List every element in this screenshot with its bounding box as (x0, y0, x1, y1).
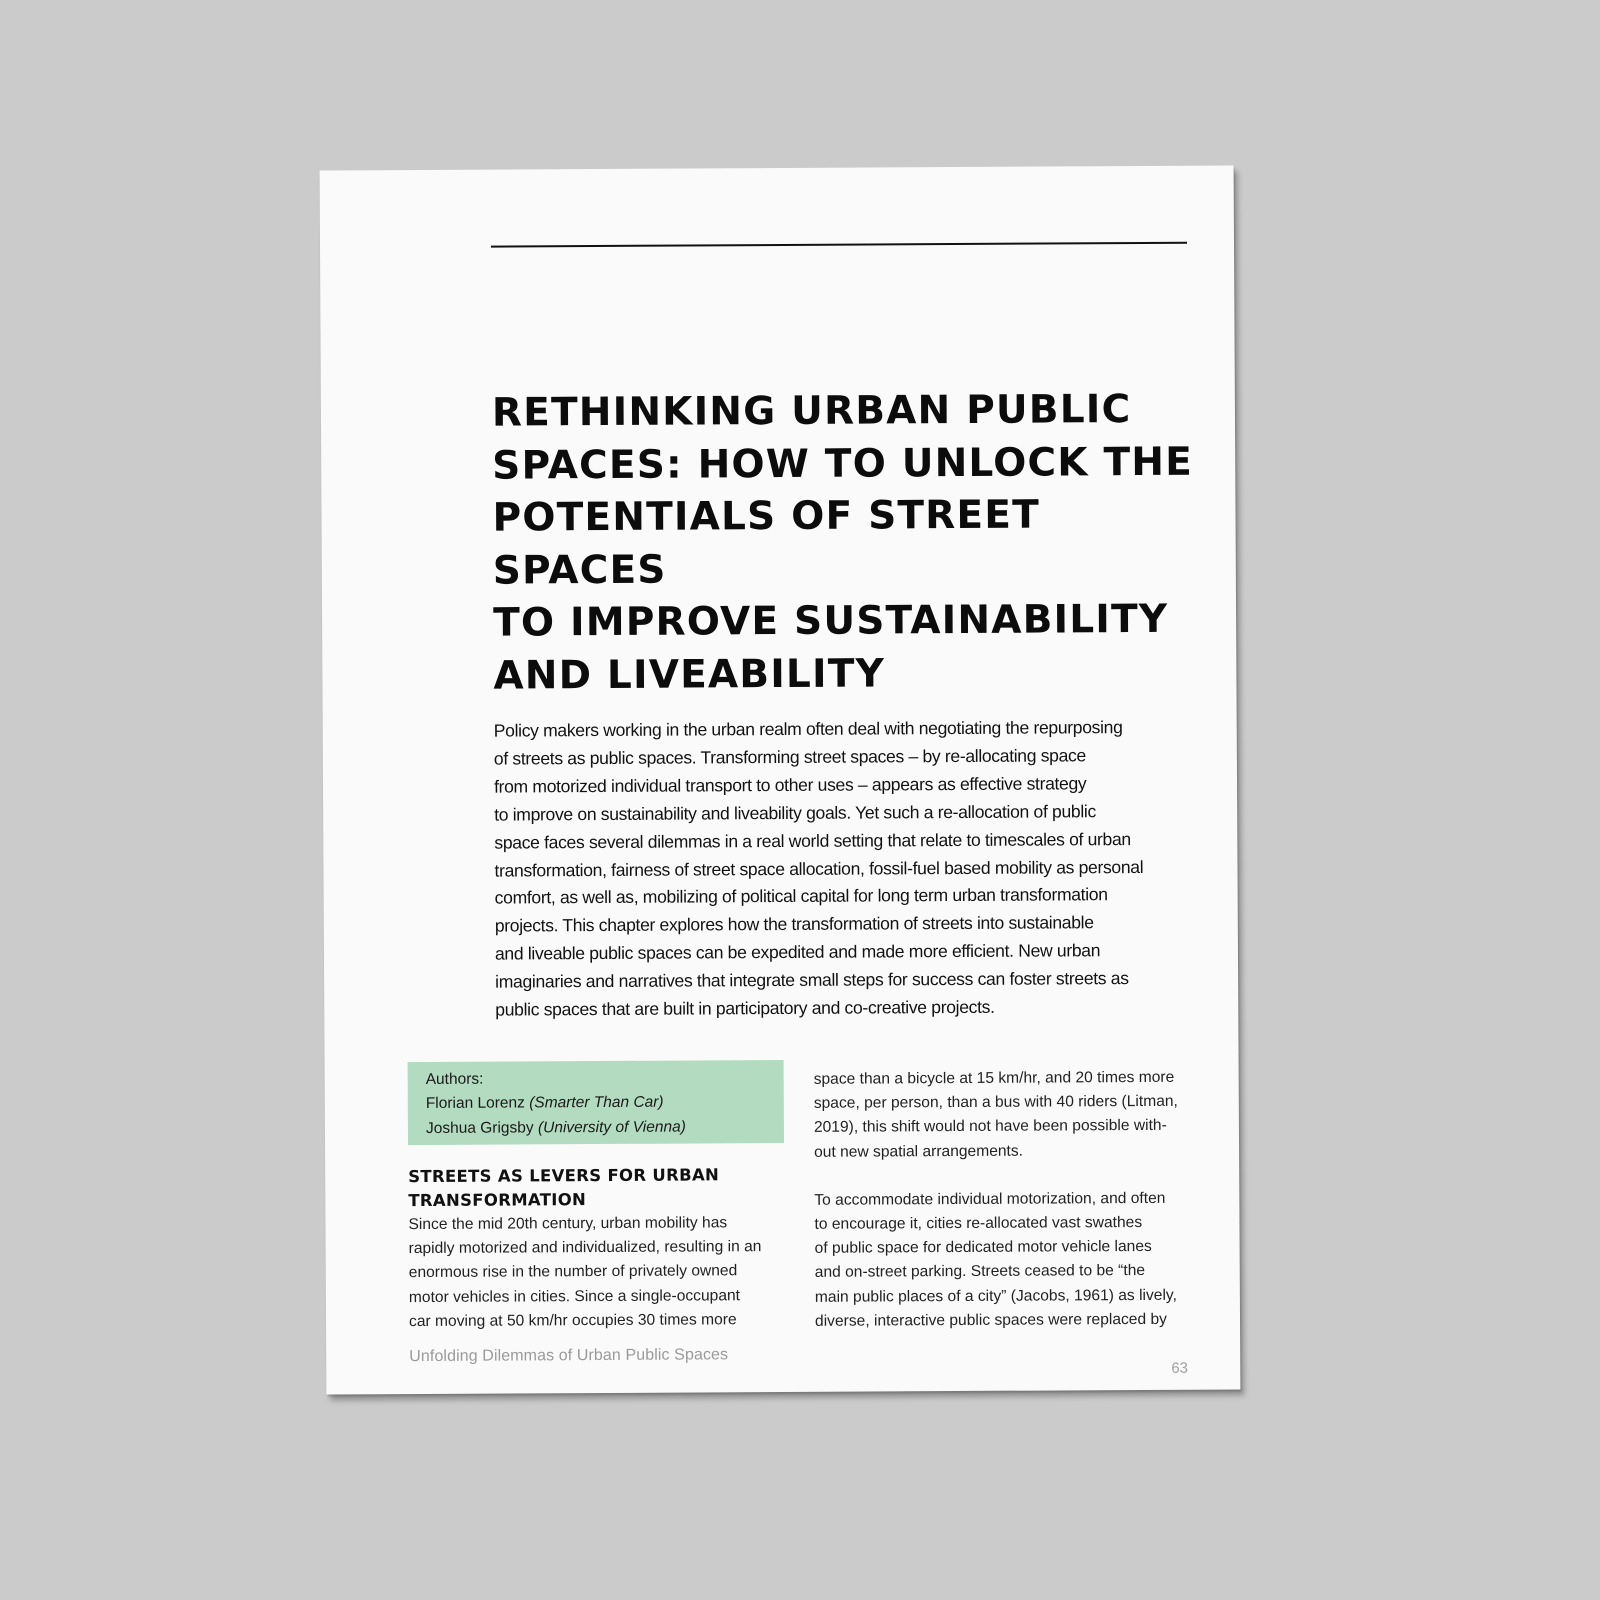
title-line: SPACES: HOW TO UNLOCK THE (492, 439, 1194, 489)
body-line: main public places of a city” (Jacobs, 1961) as lively, (814, 1286, 1177, 1306)
paragraph-gap (814, 1162, 1204, 1188)
chapter-title (492, 384, 1214, 703)
body-line: space, per person, than a bus with 40 riders (Litman, (813, 1092, 1178, 1113)
author-entry (426, 1090, 784, 1116)
document-page (320, 165, 1241, 1394)
abstract-paragraph (494, 714, 1216, 1025)
author-name: Florian Lorenz (425, 1094, 525, 1113)
abstract-line: space faces several dilemmas in a real world setting that relate to timescales of urban (494, 828, 1131, 853)
body-line: to encourage it, cities re-allocated vast swathes (814, 1214, 1143, 1233)
body-line: To accommodate individual motorization, and often (814, 1189, 1166, 1209)
body-line: motor vehicles in cities. Since a single-occupant (408, 1286, 741, 1306)
abstract-line: transformation, fairness of street space allocation, fossil-fuel based mobility as personal (494, 856, 1144, 881)
body-paragraph (408, 1211, 789, 1334)
author-affiliation: (University of Vienna) (537, 1118, 686, 1136)
body-paragraph (814, 1186, 1205, 1333)
abstract-line: comfort, as well as, mobilizing of political capital for long term urban transformation (494, 884, 1108, 909)
abstract-line: Policy makers working in the urban realm often deal with negotiating the repurposing (493, 717, 1123, 741)
section-heading (408, 1163, 788, 1213)
title-line: POTENTIALS OF STREET SPACES (492, 492, 1041, 594)
author-name: Joshua Grigsby (425, 1118, 534, 1137)
authors-label: Authors: (425, 1070, 484, 1088)
title-line: RETHINKING URBAN PUBLIC (491, 387, 1132, 436)
body-line: and on-street parking. Streets ceased to be “the (814, 1262, 1146, 1282)
heading-line: STREETS AS LEVERS FOR URBAN (408, 1165, 720, 1187)
abstract-line: of streets as public spaces. Transforming street spaces – by re-allocating space (493, 745, 1086, 769)
body-line: diverse, interactive public spaces were replaced by (814, 1310, 1167, 1330)
author-affiliation: (Smarter Than Car) (529, 1093, 664, 1112)
running-footer-title: Unfolding Dilemmas of Urban Public Spaces (409, 1346, 729, 1366)
body-line: space than a bicycle at 15 km/hr, and 20 times more (813, 1068, 1175, 1088)
abstract-line: public spaces that are built in participatory and co-creative projects. (495, 996, 995, 1020)
body-line: 2019), this shift would not have been possible with- (813, 1117, 1167, 1137)
author-entry (426, 1115, 784, 1141)
right-column (814, 1066, 1205, 1334)
body-line: car moving at 50 km/hr occupies 30 times more (408, 1311, 737, 1330)
heading-line: TRANSFORMATION (408, 1190, 587, 1211)
abstract-line: imaginaries and narratives that integrate small steps for success can foster streets as (495, 968, 1129, 992)
body-paragraph (814, 1066, 1205, 1165)
body-line: enormous rise in the number of privately owned (408, 1262, 738, 1282)
abstract-line: to improve on sustainability and liveability goals. Yet such a re-allocation of public (494, 800, 1096, 825)
top-rule-divider (491, 242, 1187, 248)
left-column (408, 1163, 789, 1334)
authors-box (408, 1060, 784, 1145)
abstract-line: projects. This chapter explores how the transformation of streets into sustainable (494, 912, 1094, 936)
body-line: out new spatial arrangements. (814, 1142, 1024, 1161)
body-line: of public space for dedicated motor vehicle lanes (814, 1238, 1152, 1258)
title-line: TO IMPROVE SUSTAINABILITY (492, 596, 1169, 646)
abstract-line: and liveable public spaces can be expedited and made more efficient. New urban (494, 940, 1101, 964)
abstract-line: from motorized individual transport to other uses – appears as effective strategy (493, 773, 1087, 797)
title-line: AND LIVEABILITY (493, 650, 886, 699)
page-number: 63 (1171, 1359, 1189, 1377)
body-line: Since the mid 20th century, urban mobility has (408, 1214, 728, 1234)
body-line: rapidly motorized and individualized, resulting in an (408, 1238, 762, 1258)
